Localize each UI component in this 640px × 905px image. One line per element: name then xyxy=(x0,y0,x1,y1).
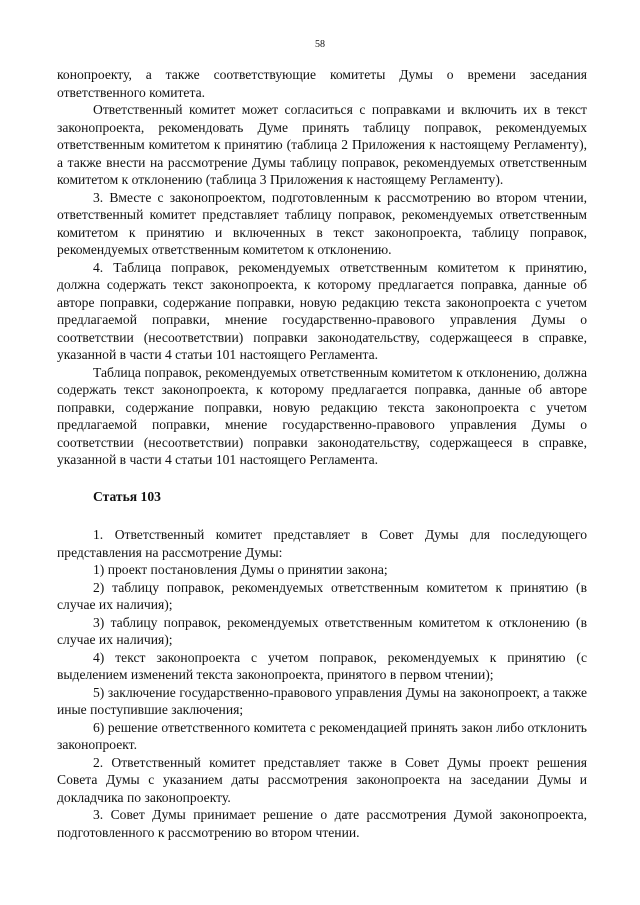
paragraph: Ответственный комитет может согласиться с поправками и включить их в текст законопроекта, рекомендовать Думе принять таблицу поправок, рекомендуемых ответственным комитетом к принятию (таблица 2 Приложения к настоящему Регламенту), а также внести на рассмотрение Думы таблицу поправок, рекомендуемых ответственным комитетом к отклонению (таблица 3 Приложения к настоящему Регламенту). xyxy=(57,102,587,187)
article-title: Статья 103 xyxy=(93,488,161,504)
paragraph: 4. Таблица поправок, рекомендуемых ответственным комитетом к принятию, должна содержать текст законопроекта, к которому предлагается поправка, данные об авторе поправки, содержание поправки, новую редакцию текста законопроекта с учетом предлагаемой поправки, мнение государственно-правового управления Думы о соответствии (несоответствии) поправки законодательству, содержащееся в справке, указанной в части 4 статьи 101 настоящего Регламента. xyxy=(57,259,587,362)
article-list-item: 1) проект постановления Думы о принятии закона; xyxy=(93,562,388,577)
article-paragraph: 3. Совет Думы принимает решение о дате рассмотрения Думой законопроекта, подготовленного к рассмотрению во втором чтении. xyxy=(57,807,587,840)
article-list-item: 5) заключение государственно-правового управления Думы на законопроект, а также иные поступившие заключения; xyxy=(57,684,587,717)
paragraph: 3. Вместе с законопроектом, подготовленным к рассмотрению во втором чтении, ответственный комитет представляет таблицу поправок, рекомендуемых ответственным комитетом к принятию и включенных в текст законопроекта, таблицу поправок, рекомендуемых ответственным комитетом к отклонению. xyxy=(57,189,587,257)
article-paragraph: 2. Ответственный комитет представляет также в Совет Думы проект решения Совета Думы с указанием даты рассмотрения законопроекта на заседании Думы и докладчика по законопроекту. xyxy=(57,754,587,805)
document-body xyxy=(57,66,587,841)
article-list-item: 6) решение ответственного комитета с рекомендацией принять закон либо отклонить законопроект. xyxy=(57,719,587,752)
page-number: 58 xyxy=(315,39,325,50)
article-list-item: 2) таблицу поправок, рекомендуемых ответственным комитетом к принятию (в случае их наличия); xyxy=(57,579,587,612)
article-list-item: 4) текст законопроекта с учетом поправок, рекомендуемых к принятию (с выделением изменений текста законопроекта, принятого в первом чтении); xyxy=(57,649,587,682)
paragraph: Таблица поправок, рекомендуемых ответственным комитетом к отклонению, должна содержать текст законопроекта, к которому предлагается поправка, данные об авторе поправки, содержание поправки, новую редакцию текста законопроекта с учетом предлагаемой поправки, мнение государственно-правового управления Думы о соответствии (несоответствии) поправки законодательству, содержащееся в справке, указанной в части 4 статьи 101 настоящего Регламента. xyxy=(57,364,587,467)
paragraph-continuation: конопроекту, а также соответствующие комитеты Думы о времени заседания ответственного комитета. xyxy=(57,67,587,100)
article-paragraph: 1. Ответственный комитет представляет в Совет Думы для последующего представления на рассмотрение Думы: xyxy=(57,527,587,560)
article-list-item: 3) таблицу поправок, рекомендуемых ответственным комитетом к отклонению (в случае их наличия); xyxy=(57,614,587,647)
